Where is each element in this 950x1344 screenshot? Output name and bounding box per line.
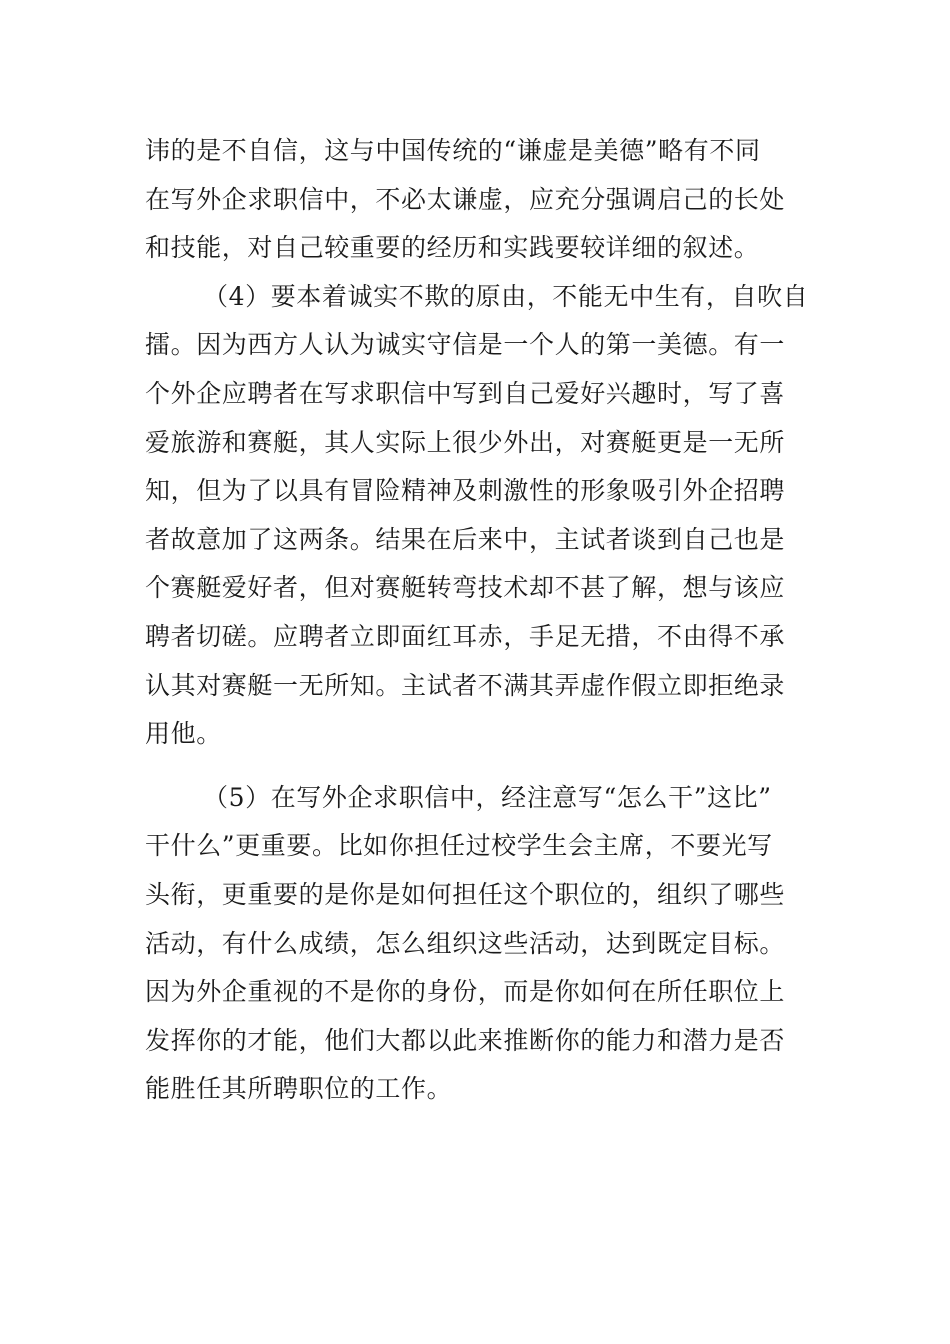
text-line: （4）要本着诚实不欺的原由，不能无中生有，自吹自: [203, 281, 809, 311]
text-line: 认其对赛艇一无所知。主试者不满其弄虚作假立即拒绝录: [145, 670, 786, 700]
text-line: 擂。因为西方人认为诚实守信是一个人的第一美德。有一: [145, 330, 786, 360]
paragraph-honesty: [145, 273, 815, 759]
paragraph-how-vs-what: [145, 774, 815, 1114]
text-line: 和技能，对自己较重要的经历和实践要较详细的叙述。: [145, 233, 760, 263]
text-line: 发挥你的才能，他们大都以此来推断你的能力和潜力是否: [145, 1025, 786, 1055]
text-line: 个赛艇爱好者，但对赛艇转弯技术却不甚了解，想与该应: [145, 573, 786, 603]
text-line: 者故意加了这两条。结果在后来中，主试者谈到自己也是: [145, 524, 786, 554]
text-line: 干什么”更重要。比如你担任过校学生会主席，不要光写: [145, 831, 773, 861]
text-line: 能胜任其所聘职位的工作。: [145, 1074, 453, 1104]
paragraph-gap: [145, 759, 815, 774]
text-line: 聘者切磋。应聘者立即面红耳赤，手足无措，不由得不承: [145, 621, 786, 651]
text-line: （5）在写外企求职信中，经注意写“怎么干”这比”: [203, 782, 772, 812]
text-line: 讳的是不自信，这与中国传统的“谦虚是美德”略有不同: [145, 136, 761, 165]
document-body: [145, 127, 815, 1114]
text-line: 头衔，更重要的是你是如何担任这个职位的，组织了哪些: [145, 879, 786, 909]
text-line: 在写外企求职信中，不必太谦虚，应充分强调启己的长处: [145, 184, 786, 214]
text-line: 个外企应聘者在写求职信中写到自己爱好兴趣时，写了喜: [145, 378, 786, 408]
paragraph-modesty: [145, 127, 815, 273]
text-line: 因为外企重视的不是你的身份，而是你如何在所任职位上: [145, 977, 786, 1007]
text-line: 活动，有什么成绩，怎么组织这些活动，达到既定目标。: [145, 928, 786, 958]
text-line: 爱旅游和赛艇，其人实际上很少外出，对赛艇更是一无所: [145, 427, 786, 457]
text-line: 知，但为了以具有冒险精神及刺激性的形象吸引外企招聘: [145, 476, 786, 506]
text-line: 用他。: [145, 719, 222, 749]
